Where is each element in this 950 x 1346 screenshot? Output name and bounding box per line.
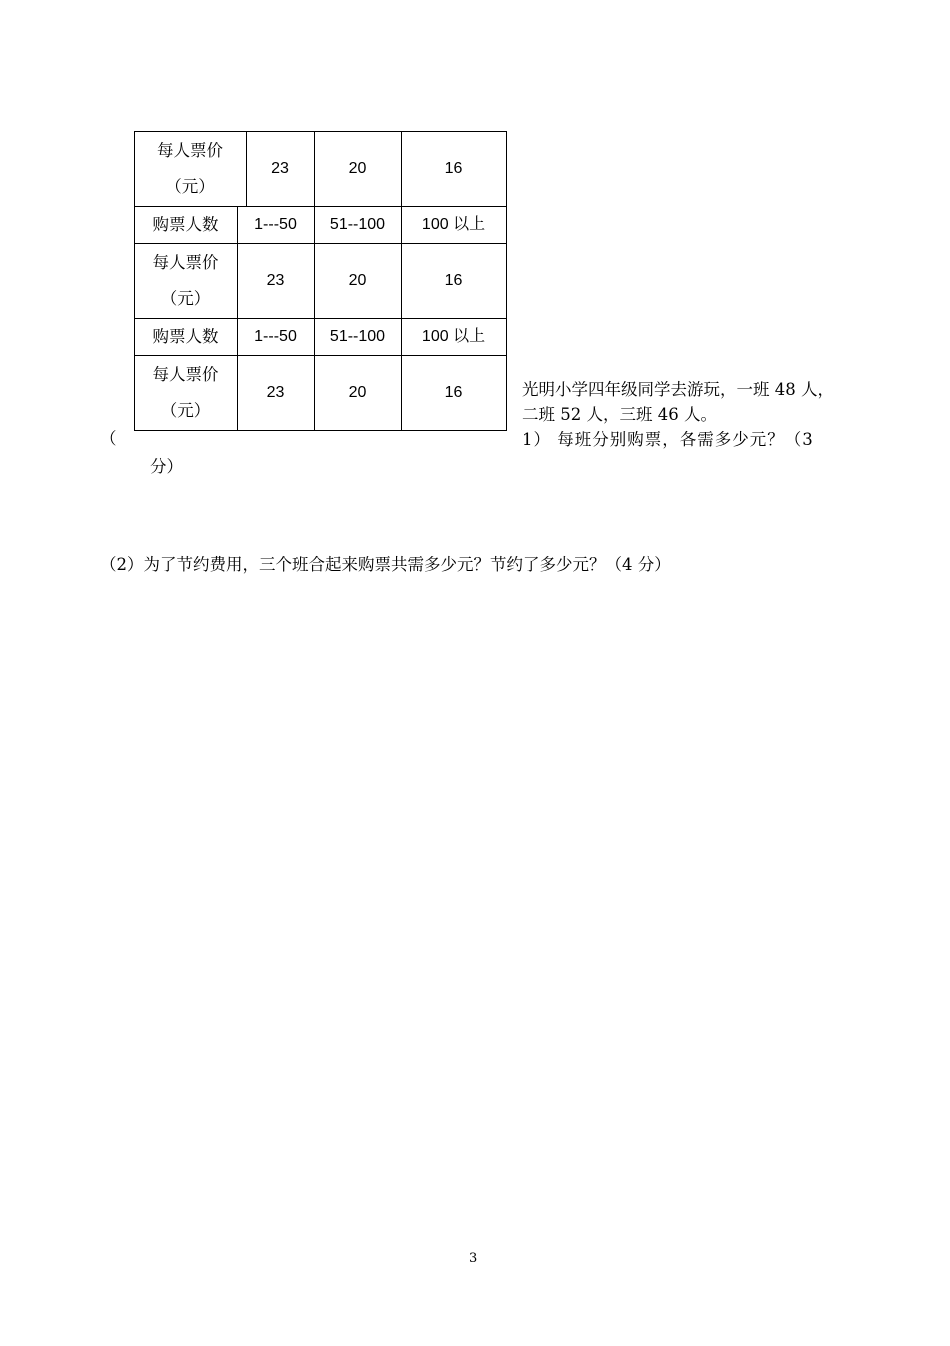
table-cell: 16 bbox=[444, 159, 463, 177]
table-border-right bbox=[506, 131, 507, 431]
question-1-line1: 1） 每班分别购票，各需多少元？（3 bbox=[522, 430, 814, 449]
table-cell: 100 以上 bbox=[421, 215, 486, 233]
table-cell-label bbox=[134, 131, 246, 206]
table-cell: 1---50 bbox=[254, 327, 297, 345]
row-label-line: （元） bbox=[165, 176, 215, 196]
row-label-line: 每人票价 bbox=[152, 252, 219, 272]
row-label-line: 每人票价 bbox=[152, 364, 219, 384]
paren-left: （ bbox=[100, 429, 117, 448]
table-cell: 20 bbox=[348, 383, 367, 401]
row-label-line: （元） bbox=[160, 400, 211, 420]
question-2: （2）为了节约费用，三个班合起来购票共需多少元？节约了多少元？（4 分） bbox=[100, 555, 671, 574]
row-label-line: 每人票价 bbox=[157, 140, 223, 160]
table-cell: 51--100 bbox=[329, 327, 386, 345]
table-cell-label: 购票人数 bbox=[152, 214, 219, 234]
table-cell: 23 bbox=[271, 159, 289, 177]
table-cell: 100 以上 bbox=[421, 327, 486, 345]
table-cell-label: 购票人数 bbox=[152, 326, 219, 346]
table-cell: 16 bbox=[444, 383, 463, 401]
table-cell-label bbox=[134, 243, 237, 318]
table-cell: 20 bbox=[348, 159, 367, 177]
table-cell-label bbox=[134, 355, 237, 430]
row-label-line: （元） bbox=[160, 288, 211, 308]
table-cell: 20 bbox=[348, 271, 367, 289]
table-cell: 23 bbox=[266, 383, 285, 401]
page-number: 3 bbox=[469, 1251, 478, 1266]
table-border-bottom bbox=[134, 430, 507, 431]
table-cell: 23 bbox=[266, 271, 285, 289]
table-cell: 1---50 bbox=[254, 215, 297, 233]
problem-intro-line2: 二班 52 人，三班 46 人。 bbox=[522, 405, 717, 424]
problem-intro-line1: 光明小学四年级同学去游玩，一班 48 人， bbox=[522, 380, 834, 399]
question-1-line2: 分） bbox=[150, 457, 183, 476]
table-cell: 51--100 bbox=[329, 215, 386, 233]
table-cell: 16 bbox=[444, 271, 463, 289]
